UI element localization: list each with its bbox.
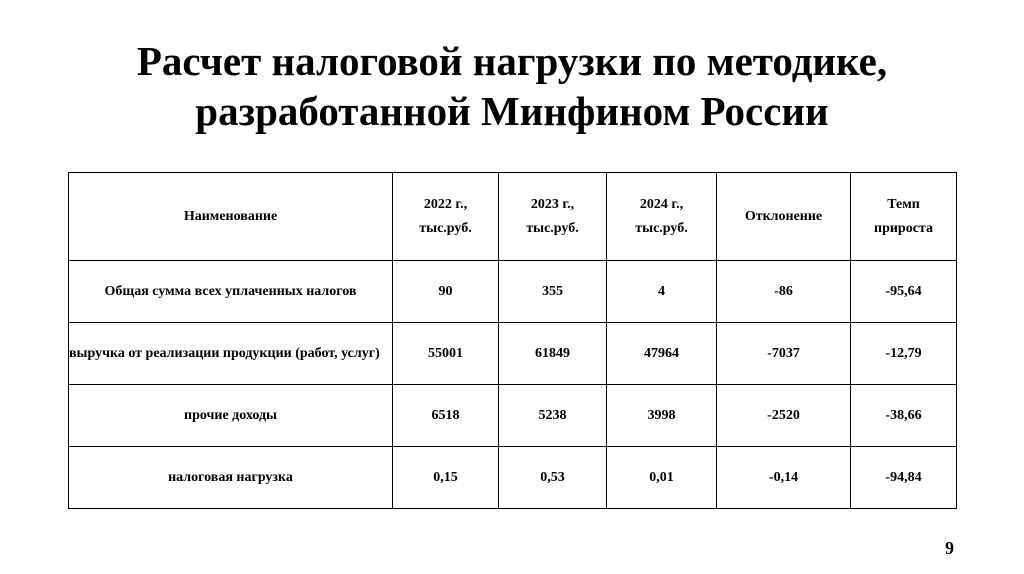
- cell-2024: 0,01: [607, 447, 717, 509]
- header-2024: 2024 г., тыс.руб.: [607, 173, 717, 261]
- row-name: прочие доходы: [69, 385, 393, 447]
- cell-deviation: -2520: [717, 385, 851, 447]
- cell-2022: 55001: [393, 323, 499, 385]
- table-row: [69, 323, 957, 385]
- page-number: 9: [945, 538, 954, 558]
- table-header-row: [69, 173, 957, 261]
- header-growth-rate: Темп прироста: [851, 173, 957, 261]
- cell-2023: 61849: [499, 323, 607, 385]
- cell-2024: 3998: [607, 385, 717, 447]
- cell-deviation: -86: [717, 261, 851, 323]
- cell-deviation: -7037: [717, 323, 851, 385]
- slide-title-line-2: разработанной Минфином России: [195, 88, 829, 134]
- header-2022: 2022 г., тыс.руб.: [393, 173, 499, 261]
- cell-2022: 6518: [393, 385, 499, 447]
- cell-2024: 47964: [607, 323, 717, 385]
- cell-2023: 5238: [499, 385, 607, 447]
- header-2023: 2023 г., тыс.руб.: [499, 173, 607, 261]
- slide-title: [0, 36, 1024, 136]
- cell-growth-rate: -94,84: [851, 447, 957, 509]
- cell-growth-rate: -12,79: [851, 323, 957, 385]
- table-row: [69, 447, 957, 509]
- row-name: выручка от реализации продукции (работ, услуг): [69, 323, 393, 385]
- cell-2024: 4: [607, 261, 717, 323]
- cell-2023: 0,53: [499, 447, 607, 509]
- slide-title-line-1: Расчет налоговой нагрузки по методике,: [136, 38, 888, 84]
- row-name: налоговая нагрузка: [69, 447, 393, 509]
- cell-deviation: -0,14: [717, 447, 851, 509]
- cell-growth-rate: -95,64: [851, 261, 957, 323]
- cell-2023: 355: [499, 261, 607, 323]
- cell-2022: 90: [393, 261, 499, 323]
- header-name: Наименование: [69, 173, 393, 261]
- row-name: Общая сумма всех уплаченных налогов: [69, 261, 393, 323]
- table-row: [69, 261, 957, 323]
- tax-burden-table: [68, 172, 957, 509]
- cell-2022: 0,15: [393, 447, 499, 509]
- header-deviation: Отклонение: [717, 173, 851, 261]
- cell-growth-rate: -38,66: [851, 385, 957, 447]
- table-row: [69, 385, 957, 447]
